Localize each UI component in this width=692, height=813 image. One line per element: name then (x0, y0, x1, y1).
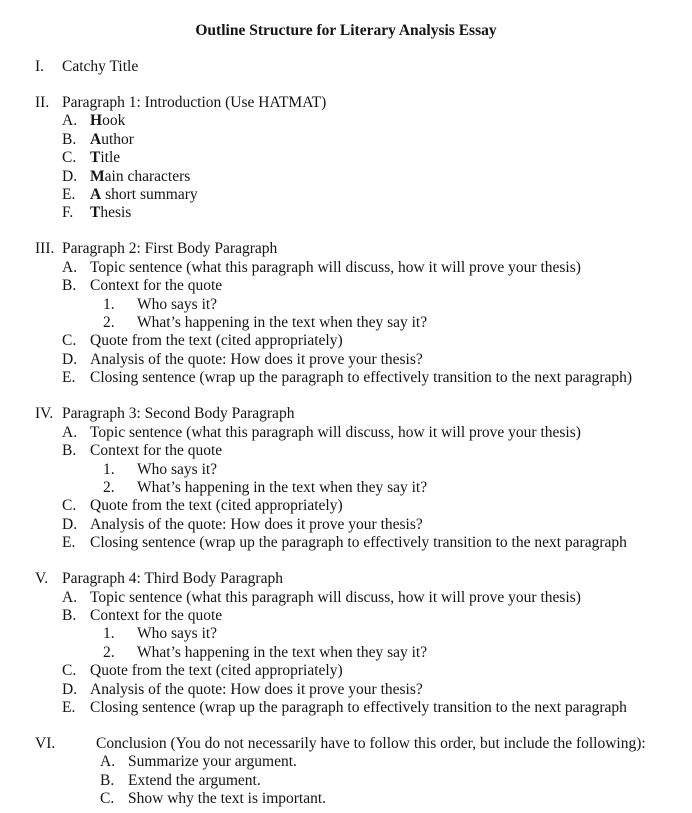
section-heading: Paragraph 1: Introduction (Use HATMAT) (62, 94, 327, 111)
outline-item (0, 625, 692, 643)
outline-item (0, 699, 692, 717)
item-text: Closing sentence (wrap up the paragraph to effectively transition to the next paragraph) (90, 369, 633, 387)
item-label: B. (62, 442, 77, 460)
outline-item (0, 534, 692, 552)
item-label: 1. (103, 625, 115, 643)
item-text: Topic sentence (what this paragraph will discuss, how it will prove your thesis) (90, 588, 581, 606)
section-heading-row (0, 94, 692, 112)
item-label: 2. (103, 314, 115, 332)
outline-item (0, 351, 692, 369)
outline-item (0, 644, 692, 662)
outline-section (0, 570, 692, 717)
item-label: 2. (103, 478, 115, 496)
outline-item (0, 461, 692, 479)
outline-item (0, 424, 692, 442)
item-label: 1. (103, 295, 115, 313)
item-text: Context for the quote (90, 442, 223, 460)
outline-item (0, 296, 692, 314)
item-text: A short summary (90, 186, 198, 204)
item-label: A. (62, 258, 78, 276)
item-label: A. (62, 112, 78, 130)
item-label: B. (62, 606, 77, 624)
section-heading: Conclusion (You do not necessarily have to follow this order, but include the following): (96, 734, 646, 752)
item-label: F. (62, 204, 74, 222)
outline-item (0, 168, 692, 186)
item-text: Quote from the text (cited appropriately) (90, 497, 343, 515)
outline-item (0, 772, 692, 790)
outline-item (0, 186, 692, 204)
item-text: What’s happening in the text when they say it? (137, 643, 428, 661)
item-text: Topic sentence (what this paragraph will discuss, how it will prove your thesis) (90, 258, 581, 276)
section-heading-row (0, 58, 692, 76)
outline-item (0, 479, 692, 497)
page-title: Outline Structure for Literary Analysis Essay (195, 22, 497, 39)
outline-section (0, 240, 692, 387)
outline-item (0, 314, 692, 332)
section-heading-row (0, 735, 692, 753)
outline-item (0, 259, 692, 277)
section-heading: Paragraph 2: First Body Paragraph (62, 240, 278, 258)
section-numeral: V. (35, 570, 49, 588)
item-text: Quote from the text (cited appropriately) (90, 332, 343, 350)
item-label: C. (62, 662, 77, 680)
item-text: Who says it? (137, 625, 218, 643)
item-text: Topic sentence (what this paragraph will discuss, how it will prove your thesis) (90, 423, 581, 441)
item-label: C. (62, 497, 77, 515)
item-label: E. (62, 369, 76, 387)
item-label: E. (62, 186, 76, 204)
item-text: Who says it? (137, 460, 218, 478)
section-heading: Paragraph 4: Third Body Paragraph (62, 570, 283, 588)
item-label: C. (62, 332, 77, 350)
outline-section (0, 94, 692, 223)
outline-item (0, 277, 692, 295)
item-text: Hook (90, 112, 126, 130)
section-numeral: VI. (35, 734, 56, 752)
item-label: 2. (103, 643, 115, 661)
item-label: D. (62, 515, 78, 533)
item-text: Title (90, 149, 121, 167)
item-text: Main characters (90, 167, 191, 185)
section-numeral: I. (35, 58, 45, 75)
item-label: B. (62, 277, 77, 295)
item-text: Who says it? (137, 295, 218, 313)
outline-item (0, 149, 692, 167)
item-text: Closing sentence (wrap up the paragraph to effectively transition to the next paragraph (90, 698, 627, 716)
outline-item (0, 681, 692, 699)
section-numeral: III. (35, 240, 55, 258)
section-numeral: II. (35, 94, 50, 111)
item-label: D. (62, 680, 78, 698)
section-heading-row (0, 405, 692, 423)
outline-item (0, 131, 692, 149)
section-heading: Catchy Title (62, 58, 139, 75)
item-text: Show why the text is important. (128, 790, 327, 808)
item-label: 1. (103, 460, 115, 478)
outline-item (0, 112, 692, 130)
item-label: B. (62, 130, 77, 148)
item-label: A. (100, 753, 116, 771)
outline-item (0, 204, 692, 222)
item-label: E. (62, 698, 76, 716)
section-heading-row (0, 570, 692, 588)
outline (0, 58, 692, 809)
outline-item (0, 369, 692, 387)
item-label: C. (100, 790, 115, 808)
item-label: D. (62, 167, 78, 185)
outline-section (0, 735, 692, 809)
item-text: Quote from the text (cited appropriately) (90, 662, 343, 680)
outline-item (0, 442, 692, 460)
item-text: Analysis of the quote: How does it prove your thesis? (90, 680, 423, 698)
outline-item (0, 607, 692, 625)
outline-item (0, 497, 692, 515)
item-label: C. (62, 149, 77, 167)
item-text: Context for the quote (90, 277, 223, 295)
section-heading-row (0, 240, 692, 258)
outline-section (0, 58, 692, 76)
outline-item (0, 662, 692, 680)
section-numeral: IV. (35, 405, 54, 423)
item-label: D. (62, 350, 78, 368)
outline-item (0, 790, 692, 808)
item-label: A. (62, 423, 78, 441)
item-label: B. (100, 771, 115, 789)
item-label: E. (62, 534, 76, 552)
outline-item (0, 516, 692, 534)
item-label: A. (62, 588, 78, 606)
item-text: What’s happening in the text when they say it? (137, 314, 428, 332)
outline-item (0, 589, 692, 607)
item-text: Context for the quote (90, 606, 223, 624)
item-text: What’s happening in the text when they say it? (137, 478, 428, 496)
item-text: Extend the argument. (128, 771, 261, 789)
item-text: Author (90, 130, 134, 148)
item-text: Thesis (90, 204, 132, 222)
outline-item (0, 753, 692, 771)
outline-item (0, 332, 692, 350)
item-text: Closing sentence (wrap up the paragraph to effectively transition to the next paragraph (90, 534, 627, 552)
section-heading: Paragraph 3: Second Body Paragraph (62, 405, 295, 423)
item-text: Summarize your argument. (128, 753, 297, 771)
item-text: Analysis of the quote: How does it prove your thesis? (90, 350, 423, 368)
outline-section (0, 405, 692, 552)
item-text: Analysis of the quote: How does it prove your thesis? (90, 515, 423, 533)
